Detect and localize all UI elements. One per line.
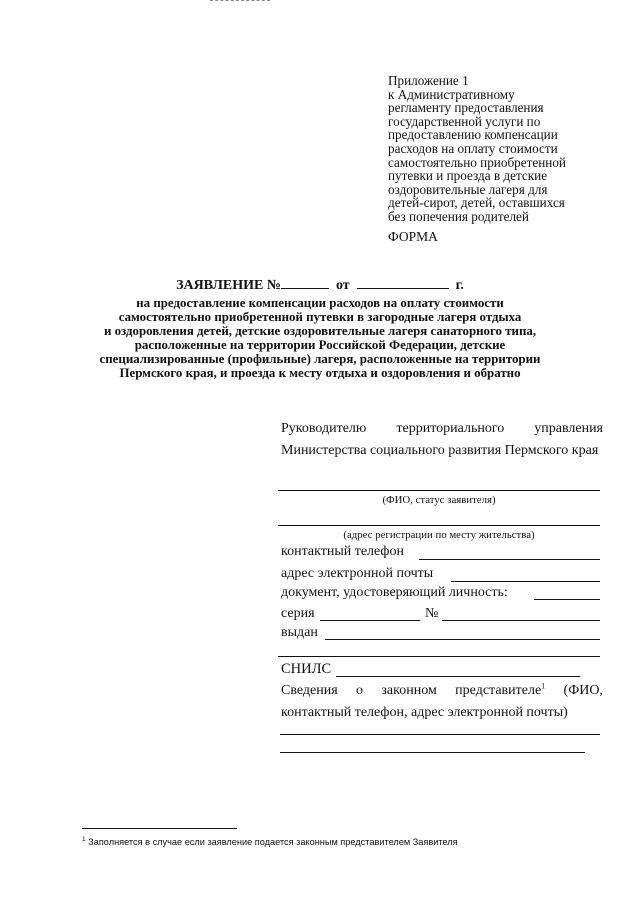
appendix-line: к Административному: [388, 86, 515, 102]
appendix-line: государственной услуги по: [388, 113, 541, 129]
number-label: №: [425, 606, 439, 621]
snils-label: СНИЛС: [281, 661, 332, 677]
appendix-line: Приложение 1: [388, 73, 469, 88]
fio-field[interactable]: [278, 490, 600, 491]
appendix-line: детей-сирот, детей, оставшихся: [388, 195, 565, 211]
appendix-line: самостоятельно приобретенной: [388, 154, 566, 170]
footnote-divider: [82, 828, 237, 829]
fio-caption: (ФИО, статус заявителя): [382, 494, 496, 506]
application-title: [0, 276, 640, 294]
issued-extra-field[interactable]: [278, 656, 600, 657]
representative-text: Сведения о законном представителе: [281, 683, 542, 698]
addressee-block: Руководителю территориального управления Министерства социального развития Пермского края: [281, 421, 603, 458]
application-date-field[interactable]: [357, 276, 449, 289]
appendix-line: оздоровительные лагеря для: [388, 181, 548, 197]
footnote-ref: 1: [541, 681, 546, 691]
issued-field[interactable]: [325, 639, 600, 640]
appendix-line: путевки и проезда в детские: [388, 168, 548, 184]
number-field[interactable]: [442, 620, 600, 621]
appendix-line: предоставлению компенсации: [388, 127, 558, 143]
subtitle-line: расположенные на территории Российской Федерации, детские: [134, 338, 506, 353]
email-label: адрес электронной почты: [281, 566, 434, 581]
representative-field[interactable]: [280, 734, 600, 735]
footnote-text: Заполняется в случае если заявление подается законным представителем Заявителя: [85, 837, 458, 848]
application-number-field[interactable]: [281, 276, 329, 289]
series-label: серия: [281, 606, 315, 621]
address-field[interactable]: [278, 525, 600, 526]
subtitle-line: Пермского края, и проезда к месту отдыха и оздоровления и обратно: [119, 366, 521, 381]
footnote: [82, 836, 458, 847]
snils-field[interactable]: [336, 676, 580, 677]
phone-field[interactable]: [419, 559, 600, 560]
appendix-line: регламенту предоставления: [388, 100, 544, 116]
title-suffix: г.: [455, 278, 464, 293]
appendix-line: без попечения родителей: [388, 208, 529, 224]
email-field[interactable]: [451, 581, 600, 582]
phone-label: контактный телефон: [281, 544, 404, 559]
appendix-line: расходов на оплату стоимости: [388, 140, 558, 156]
representative-field-2[interactable]: [280, 752, 585, 753]
subtitle-line: специализированные (профильные) лагеря, расположенные на территории: [99, 352, 541, 367]
representative-info: [281, 680, 603, 724]
document-field[interactable]: [534, 599, 600, 600]
title-ot: от: [335, 278, 350, 293]
subtitle-line: и оздоровления детей, детские оздоровительные лагеря санаторного типа,: [103, 324, 537, 339]
title-prefix: ЗАЯВЛЕНИЕ №: [176, 278, 281, 293]
series-field[interactable]: [320, 620, 420, 621]
representative-text-tail: (ФИО, контактный телефон, адрес электронной почты): [281, 683, 603, 720]
application-subtitle: [0, 296, 640, 381]
subtitle-line: на предоставление компенсации расходов на оплату стоимости: [136, 296, 504, 310]
address-caption: (адрес регистрации по месту жительства): [343, 529, 535, 541]
top-scan-mark: [210, 0, 270, 2]
appendix-block: [388, 74, 608, 224]
issued-label: выдан: [281, 625, 318, 640]
subtitle-line: самостоятельно приобретенной путевки в загородные лагеря отдыха: [118, 310, 522, 325]
footnote-mark: 1: [82, 836, 86, 843]
document-label: документ, удостоверяющий личность:: [281, 585, 508, 600]
form-label: ФОРМА: [388, 229, 438, 244]
